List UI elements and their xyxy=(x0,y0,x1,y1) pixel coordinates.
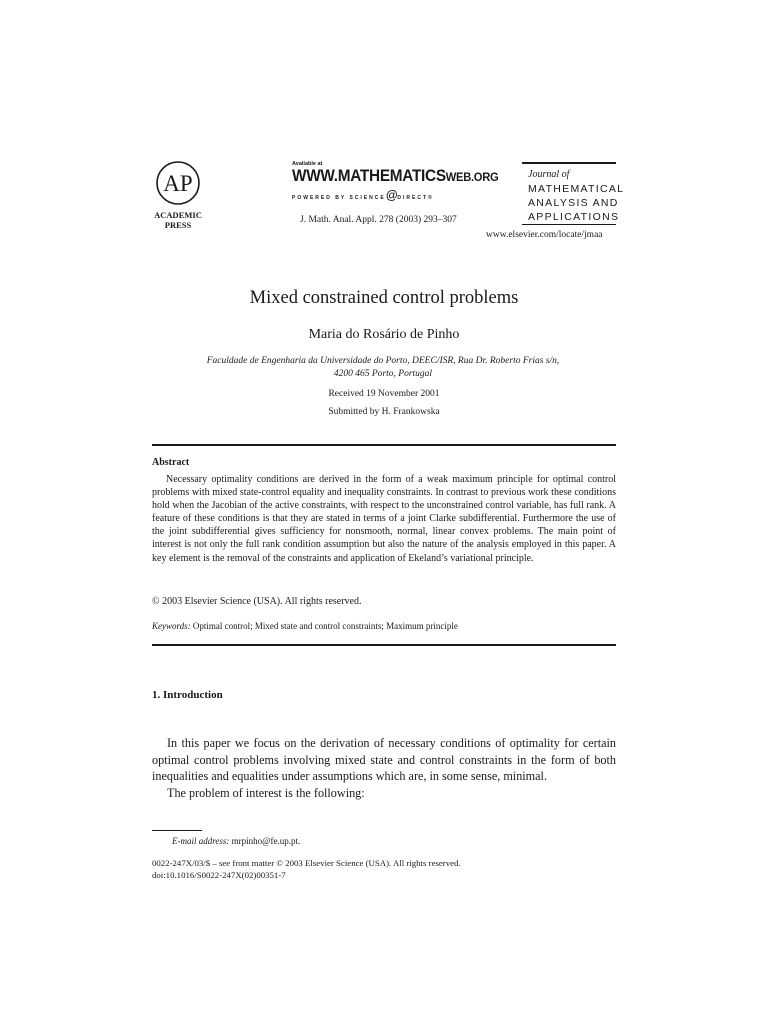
mathweb-wordmark-suffix: WEB.ORG xyxy=(445,170,499,184)
article-title: Mixed constrained control problems xyxy=(249,288,519,308)
abstract-body xyxy=(152,473,616,565)
footnote-email xyxy=(172,836,300,846)
publisher-name-line1: ACADEMIC xyxy=(154,210,202,220)
journal-logo xyxy=(528,168,624,224)
mathweb-wordmark-main: WWW.MATHEMATICS xyxy=(292,167,446,185)
journal-citation: J. Math. Anal. Appl. 278 (2003) 293–307 xyxy=(300,215,457,225)
section-heading-introduction: 1. Introduction xyxy=(152,689,223,701)
keywords xyxy=(152,621,458,631)
affiliation-line2: 4200 465 Porto, Portugal xyxy=(333,369,433,379)
ap-monogram: AP xyxy=(163,171,193,196)
abstract-rule-top xyxy=(152,444,616,446)
abstract-heading: Abstract xyxy=(152,457,190,468)
sciencedirect-at-icon: @ xyxy=(385,188,398,202)
powered-by-sciencedirect xyxy=(292,188,482,202)
journal-logo-rule-top xyxy=(522,162,616,164)
email-label: E-mail address: xyxy=(172,836,230,846)
powered-suffix: DIRECT® xyxy=(397,195,434,201)
journal-logo-rule-bottom xyxy=(522,224,616,225)
abstract-rule-bottom xyxy=(152,644,616,646)
journal-logo-line2: MATHEMATICAL xyxy=(528,183,625,195)
journal-logo-line4: APPLICATIONS xyxy=(528,211,620,223)
mathematicsweb-logo xyxy=(292,161,499,202)
journal-logo-line3: ANALYSIS AND xyxy=(528,197,619,209)
abstract-text: Necessary optimality conditions are derived in the form of a weak maximum principle for optimal control problems with mixed state-control equality and inequality constraints. In contrast to previous work these conditions hold when the Jacobian of the active constraints, with respect to the unconstrained control variable, has full rank. A feature of these conditions is that they are stated in terms of a joint Clarke subdifferential. Furthermore the use of the joint subdifferential gives sufficiency for nonsmooth, normal, linear convex problems. The main point of interest is not only the full rank condition assumption but also the nature of the analysis employed in this paper. A key element is the removal of the constraints and application of Ekeland’s variational principle. xyxy=(152,474,616,564)
author-affiliation xyxy=(150,355,616,381)
submitted-by: Submitted by H. Frankowska xyxy=(328,407,440,417)
footnote-rule xyxy=(152,830,202,831)
abstract-copyright: © 2003 Elsevier Science (USA). All rights reserved. xyxy=(152,596,362,607)
mathweb-wordmark xyxy=(292,167,499,186)
publisher-name-line2: PRESS xyxy=(164,220,192,230)
footer-issn-copyright: 0022-247X/03/$ – see front matter © 2003 Elsevier Science (USA). All rights reserved. xyxy=(152,858,461,868)
introduction-body xyxy=(152,735,616,801)
academic-press-logo xyxy=(148,160,208,230)
received-date: Received 19 November 2001 xyxy=(328,389,440,399)
keywords-list: Optimal control; Mixed state and control constraints; Maximum principle xyxy=(192,621,458,631)
footer-doi: doi:10.1016/S0022-247X(02)00351-7 xyxy=(152,870,286,880)
powered-prefix: POWERED BY SCIENCE xyxy=(292,195,386,201)
mathweb-available-label: Available at xyxy=(292,161,323,167)
affiliation-line1: Faculdade de Engenharia da Universidade do Porto, DEEC/ISR, Rua Dr. Roberto Frias s/n, xyxy=(206,356,560,366)
intro-paragraph-1: In this paper we focus on the derivation of necessary conditions of optimality for certain optimal control problems involving mixed state and control constraints in the form of both inequalities and equalities under assumptions which are, in some sense, minimal. xyxy=(152,736,616,783)
email-address[interactable]: mrpinho@fe.up.pt. xyxy=(231,836,301,846)
journal-logo-line1: Journal of xyxy=(528,169,570,180)
journal-url[interactable]: www.elsevier.com/locate/jmaa xyxy=(486,230,603,240)
article-author: Maria do Rosário de Pinho xyxy=(308,327,460,342)
academic-press-emblem-icon xyxy=(155,160,201,206)
keywords-label: Keywords: xyxy=(152,621,191,631)
intro-paragraph-2: The problem of interest is the following: xyxy=(167,785,365,800)
